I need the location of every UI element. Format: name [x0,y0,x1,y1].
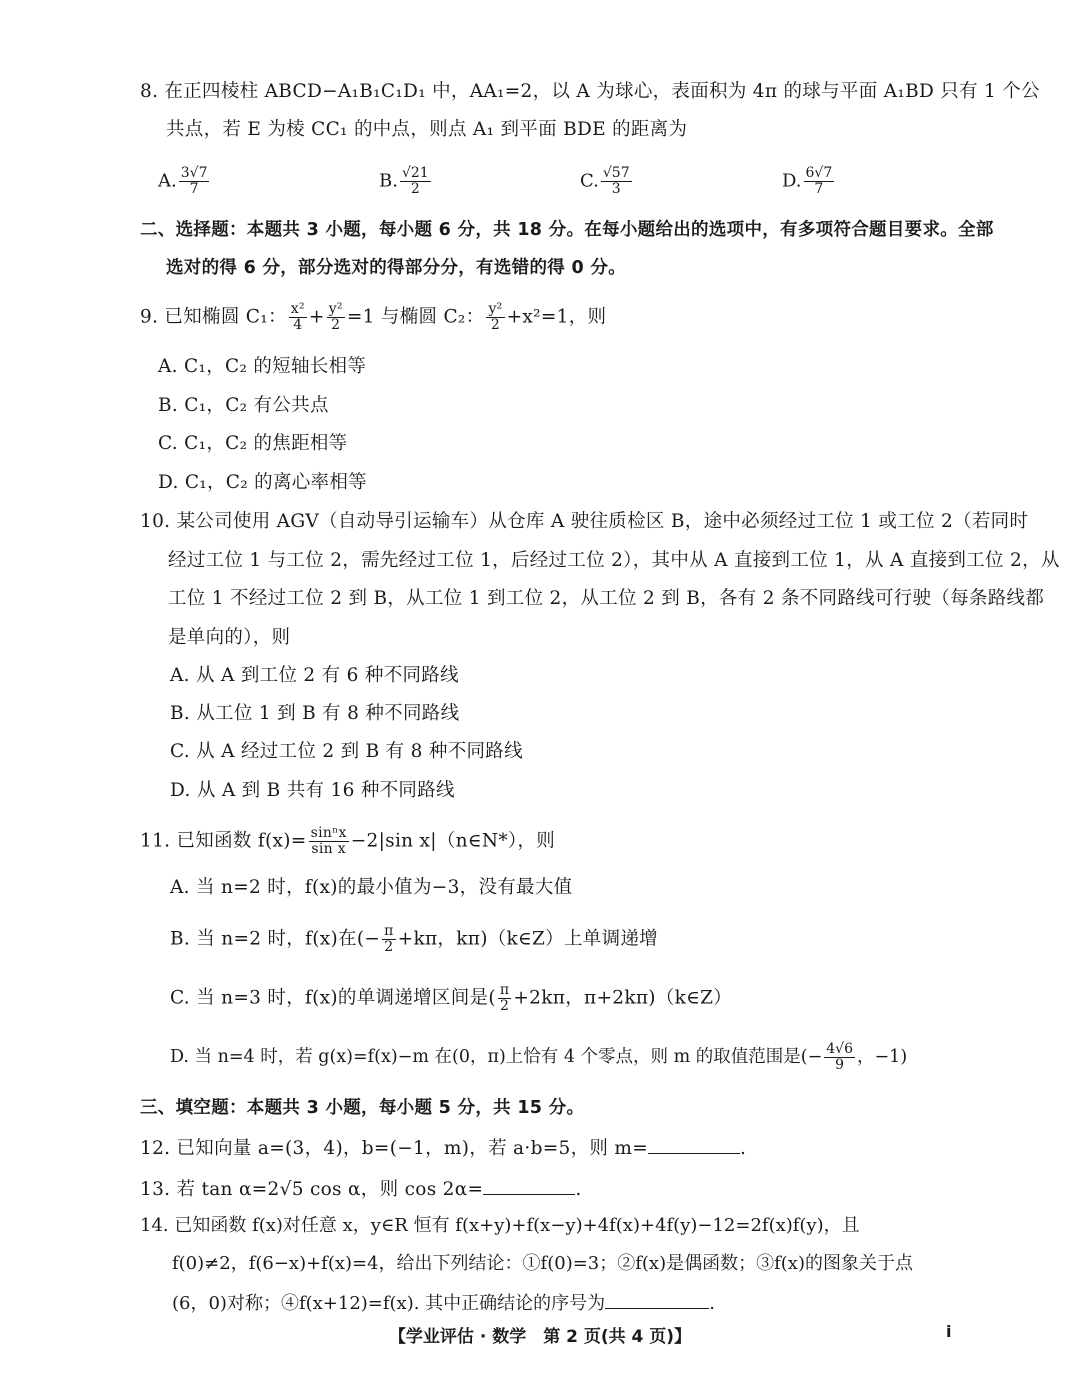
numerator: y² [488,301,503,317]
section-2-heading: 二、选择题：本题共 3 小题，每小题 6 分，共 18 分。在每小题给出的选项中，有多项符合题目要求。全部 [140,220,994,240]
q10-option-c: C. 从 A 经过工位 2 到 B 有 8 种不同路线 [170,741,523,762]
q9-option-c: C. C₁，C₂ 的焦距相等 [158,433,348,454]
q11-c-pre: C. 当 n=3 时，f(x)的单调递增区间是( [170,987,496,1009]
fraction [289,302,307,333]
q13-text: 13. 若 tan α=2√5 cos α，则 cos 2α= [140,1179,484,1200]
q14-end: . [709,1293,715,1314]
q8-option-c [580,166,634,197]
fraction [179,166,210,197]
option-label: D. [782,170,802,192]
q8-line1: 8. 在正四棱柱 ABCD−A₁B₁C₁D₁ 中，AA₁=2，以 A 为球心，表面积为 4π 的球与平面 A₁BD 只有 1 个公 [140,81,1040,102]
fraction [327,302,345,333]
q11-prefix: 11. 已知函数 f(x)= [140,830,307,852]
fraction [498,983,512,1014]
numerator: π [499,982,510,998]
q10-line4: 是单向的），则 [168,627,291,648]
q12-end: . [740,1138,747,1159]
answer-blank[interactable] [648,1135,740,1154]
denominator: 2 [490,317,501,333]
q9-mid: =1 与椭圆 C₂： [346,306,485,328]
section-2-heading-cont: 选对的得 6 分，部分选对的得部分分，有选错的得 0 分。 [166,258,626,278]
q9-mid: + [308,306,325,328]
q12-line [140,1135,746,1161]
q13-end: . [575,1179,582,1200]
q11-option-b [170,924,658,955]
numerator: y² [328,301,343,317]
q14-line2: f(0)≠2，f(6−x)+f(x)=4，给出下列结论：①f(0)=3；②f(x)是偶函数；③f(x)的图象关于点 [172,1253,913,1274]
option-label: A. [158,170,177,192]
q11-b-pre: B. 当 n=2 时，f(x)在(− [170,928,381,950]
q12-text: 12. 已知向量 a=(3，4)，b=(−1，m)，若 a·b=5，则 m= [140,1138,649,1159]
q11-option-a: A. 当 n=2 时，f(x)的最小值为−3，没有最大值 [170,877,573,898]
numerator: 4√6 [826,1041,854,1057]
numerator: π [384,923,394,939]
fraction [382,924,396,955]
corner-mark: ⅰ [946,1322,952,1341]
denominator: 2 [499,998,510,1014]
denominator: 2 [384,939,394,955]
q9-suffix: +x²=1，则 [506,306,607,328]
denominator: 2 [331,317,341,333]
q11-c-post: +2kπ，π+2kπ)（k∈Z） [513,987,733,1009]
option-label: B. [379,170,398,192]
q8-option-a [158,166,211,197]
q9-prefix: 9. 已知椭圆 C₁： [140,306,287,328]
fraction [400,166,431,197]
q11-suffix: −2|sin x|（n∈N*），则 [350,830,556,852]
fraction [804,166,835,197]
page-footer: 【学业评估 · 数学 第 2 页(共 4 页)】 [388,1327,692,1347]
q11-stem [140,826,555,857]
fraction [486,302,504,333]
q11-option-c [170,983,732,1014]
q8-line2: 共点，若 E 为棱 CC₁ 的中点，则点 A₁ 到平面 BDE 的距离为 [166,119,688,140]
q9-option-a: A. C₁，C₂ 的短轴长相等 [158,356,367,377]
q8-option-d [782,166,836,197]
q11-b-post: +kπ，kπ)（k∈Z）上单调递增 [397,928,658,950]
answer-blank[interactable] [483,1176,575,1195]
q14-text: (6，0)对称；④f(x+12)=f(x). 其中正确结论的序号为 [172,1293,606,1314]
denominator: sin x [311,841,346,857]
q10-option-b: B. 从工位 1 到 B 有 8 种不同路线 [170,703,460,724]
q10-option-a: A. 从 A 到工位 2 有 6 种不同路线 [170,665,459,686]
fraction [309,826,349,857]
numerator: 6√7 [805,165,833,181]
numerator: x² [290,301,305,317]
denominator: 7 [189,181,199,197]
q11-d-post: ，−1) [857,1047,908,1067]
section-3-heading: 三、填空题：本题共 3 小题，每小题 5 分，共 15 分。 [140,1098,585,1118]
numerator: √21 [401,165,429,181]
denominator: 4 [293,317,303,333]
q14-line3 [172,1290,715,1316]
denominator: 7 [814,181,824,197]
q9-option-b: B. C₁，C₂ 有公共点 [158,395,329,416]
denominator: 9 [835,1057,845,1073]
answer-blank[interactable] [605,1290,709,1309]
numerator: √57 [602,165,630,181]
denominator: 3 [611,181,621,197]
numerator: 3√7 [180,165,208,181]
q10-option-d: D. 从 A 到 B 共有 16 种不同路线 [170,780,455,801]
numerator: sinⁿx [310,825,347,841]
q13-line [140,1176,582,1202]
fraction [601,166,632,197]
q9-stem [140,302,606,333]
q10-line1: 10. 某公司使用 AGV（自动导引运输车）从仓库 A 驶往质检区 B，途中必须经过工位 1 或工位 2（若同时 [140,511,1029,532]
q10-line3: 工位 1 不经过工位 2 到 B，从工位 1 到工位 2，从工位 2 到 B，各有 2 条不同路线可行驶（每条路线都 [168,588,1045,609]
q11-option-d [170,1042,907,1073]
q10-line2: 经过工位 1 与工位 2，需先经过工位 1，后经过工位 2），其中从 A 直接到工位 1，从 A 直接到工位 2，从 [168,550,1060,571]
q9-option-d: D. C₁，C₂ 的离心率相等 [158,472,367,493]
fraction [824,1042,855,1073]
q8-option-b [379,166,433,197]
denominator: 2 [410,181,420,197]
option-label: C. [580,170,599,192]
q14-line1: 14. 已知函数 f(x)对任意 x，y∈R 恒有 f(x+y)+f(x−y)+4f(x)+4f(y)−12=2f(x)f(y)，且 [140,1215,860,1236]
q11-d-pre: D. 当 n=4 时，若 g(x)=f(x)−m 在(0，π)上恰有 4 个零点，则 m 的取值范围是(− [170,1047,823,1067]
